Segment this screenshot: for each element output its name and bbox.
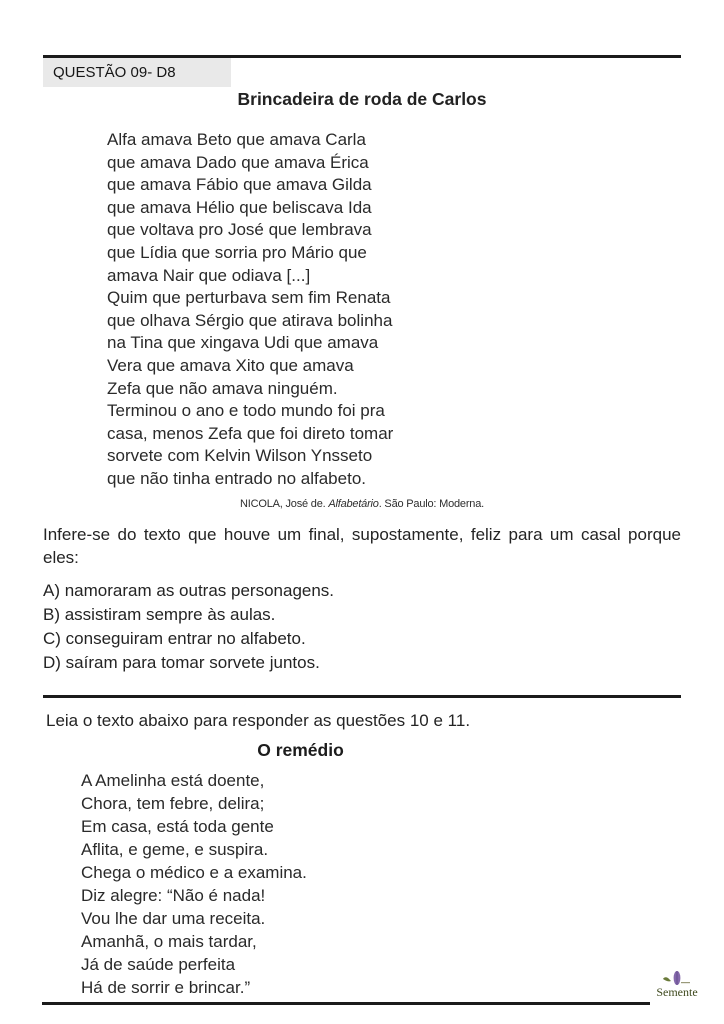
- poem-line: sorvete com Kelvin Wilson Ynsseto: [107, 446, 373, 466]
- poem-line: Já de saúde perfeita: [81, 954, 236, 974]
- question-stem: Infere-se do texto que houve um final, supostamente, feliz para um casal porque eles:: [43, 524, 681, 567]
- poem-line: Diz alegre: “Não é nada!: [81, 885, 266, 905]
- poem-line: que Lídia que sorria pro Mário que: [107, 242, 367, 262]
- text-title-brincadeira: Brincadeira de roda de Carlos: [237, 89, 487, 109]
- poem-line: que olhava Sérgio que atirava bolinha: [107, 310, 393, 330]
- option-d: D) saíram para tomar sorvete juntos.: [43, 653, 320, 673]
- option-a: A) namoraram as outras personagens.: [43, 580, 335, 600]
- poem-remedio: [81, 769, 681, 999]
- poem-line: casa, menos Zefa que foi direto tomar: [107, 423, 394, 443]
- poem-line: Quim que perturbava sem fim Renata: [107, 288, 391, 308]
- poem-line: Aflita, e geme, e suspira.: [81, 839, 269, 859]
- source-citation: [43, 498, 681, 510]
- poem-line: que amava Dado que amava Érica: [107, 152, 369, 172]
- question-label: QUESTÃO 09- D8: [43, 58, 231, 87]
- poem-line: Zefa que não amava ninguém.: [107, 378, 338, 398]
- poem-line: amava Nair que odiava [...]: [107, 265, 311, 285]
- section-divider-rule: [43, 695, 681, 698]
- poem-line: Em casa, está toda gente: [81, 816, 274, 836]
- bottom-rule: [42, 1002, 650, 1005]
- poem-line: Vera que amava Xito que amava: [107, 355, 354, 375]
- instruction-text: Leia o texto abaixo para responder as questões 10 e 11.: [46, 710, 471, 730]
- poem-line: que amava Hélio que beliscava Ida: [107, 197, 372, 217]
- text-title-remedio: O remédio: [257, 739, 344, 760]
- answer-options: [43, 579, 681, 676]
- poem-line: que voltava pro José que lembrava: [107, 220, 372, 240]
- poem-line: Amanhã, o mais tardar,: [81, 931, 257, 951]
- poem-line: Terminou o ano e todo mundo foi pra: [107, 401, 385, 421]
- poem-line: que amava Fábio que amava Gilda: [107, 175, 372, 195]
- logo-wordmark: Semente: [656, 985, 698, 999]
- poem-brincadeira: [107, 129, 681, 491]
- poem-line: que não tinha entrado no alfabeto.: [107, 468, 366, 488]
- poem-line: A Amelinha está doente,: [81, 770, 265, 790]
- poem-line: Há de sorrir e brincar.”: [81, 977, 251, 997]
- citation-author: NICOLA, José de.: [240, 497, 329, 510]
- option-b: B) assistiram sempre às aulas.: [43, 604, 276, 624]
- citation-publisher: . São Paulo: Moderna.: [378, 497, 484, 510]
- poem-line: na Tina que xingava Udi que amava: [107, 333, 379, 353]
- poem-line: Chega o médico e a examina.: [81, 862, 307, 882]
- citation-work-title: Alfabetário: [328, 497, 379, 510]
- poem-line: Chora, tem febre, delira;: [81, 793, 265, 813]
- semente-logo: [646, 970, 708, 998]
- option-c: C) conseguiram entrar no alfabeto.: [43, 629, 306, 649]
- poem-line: Vou lhe dar uma receita.: [81, 908, 266, 928]
- poem-line: Alfa amava Beto que amava Carla: [107, 130, 366, 149]
